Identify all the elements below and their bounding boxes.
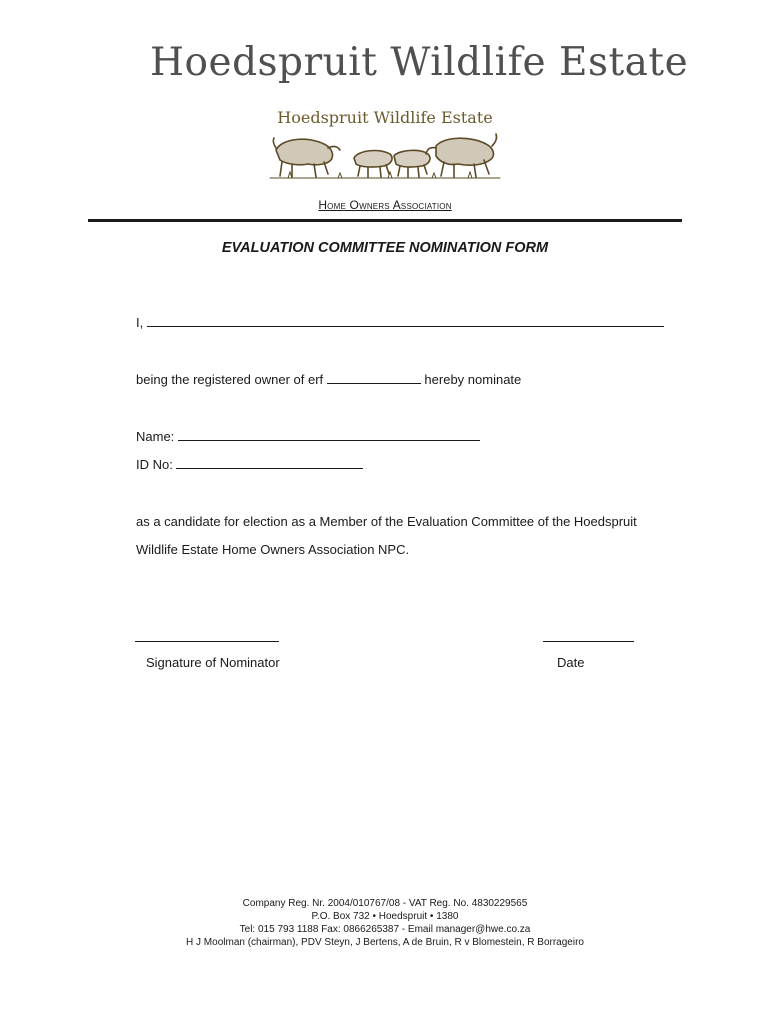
- id-label: ID No:: [136, 457, 173, 472]
- nominator-name-field[interactable]: [147, 314, 664, 327]
- candidate-text-line-2: Wildlife Estate Home Owners Association NPC.: [136, 542, 410, 557]
- signature-field[interactable]: [135, 641, 279, 642]
- candidate-text-line-1: as a candidate for election as a Member of the Evaluation Committee of the Hoedspruit: [136, 514, 637, 529]
- name-label: Name:: [136, 429, 175, 444]
- name-line: [136, 428, 480, 444]
- id-line: [136, 456, 363, 472]
- owner-text-after: hereby nominate: [424, 372, 522, 387]
- nominator-prefix: I,: [136, 315, 144, 330]
- owner-text-before: being the registered owner of erf: [136, 372, 324, 387]
- header-divider: [88, 219, 682, 222]
- association-heading: Home Owners Association: [318, 198, 452, 212]
- footer-contact: Tel: 015 793 1188 Fax: 0866265387 - Email manager@hwe.co.za: [239, 924, 531, 935]
- signature-label: Signature of Nominator: [146, 655, 280, 670]
- footer-registration: Company Reg. Nr. 2004/010767/08 - VAT Reg. No. 4830229565: [242, 898, 528, 909]
- erf-number-field[interactable]: [327, 371, 421, 384]
- company-footer: [130, 897, 640, 949]
- nominator-line: [136, 314, 664, 330]
- owner-line: [136, 371, 521, 387]
- candidate-name-field[interactable]: [178, 428, 480, 441]
- warthog-logo-icon: [268, 128, 502, 180]
- date-label: Date: [557, 655, 585, 670]
- footer-address: P.O. Box 732 • Hoedspruit • 1380: [311, 911, 459, 922]
- estate-logo-subtitle: Hoedspruit Wildlife Estate: [277, 108, 493, 127]
- footer-directors: H J Moolman (chairman), PDV Steyn, J Bertens, A de Bruin, R v Blomestein, R Borrageiro: [186, 937, 584, 948]
- candidate-id-field[interactable]: [176, 456, 363, 469]
- form-title: EVALUATION COMMITTEE NOMINATION FORM: [221, 240, 549, 256]
- date-field[interactable]: [543, 641, 634, 642]
- estate-logo-wordmark: Hoedspruit Wildlife Estate: [150, 40, 689, 85]
